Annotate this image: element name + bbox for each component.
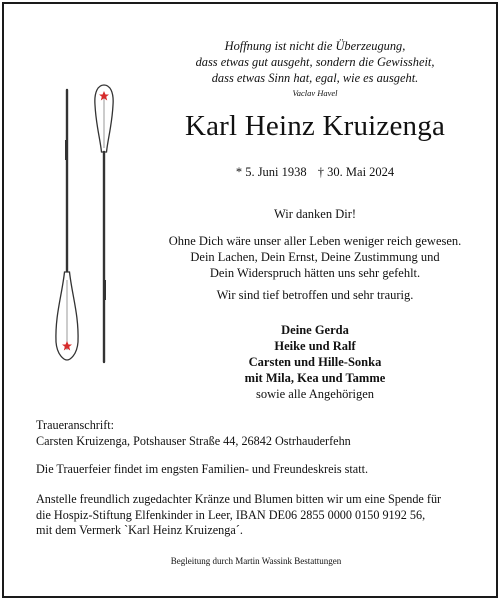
deceased-name: Karl Heinz Kruizenga (184, 110, 446, 142)
birth-date: * 5. Juni 1938 (235, 165, 307, 179)
ceremony-note: Die Trauerfeier findet im engsten Familien- und Freundeskreis statt. (36, 462, 369, 476)
oar-icon (56, 90, 78, 360)
address-line: Carsten Kruizenga, Potshauser Straße 44, 26842 Ostrhauderfehn (36, 433, 351, 448)
family-line: mit Mila, Kea und Tamme (244, 371, 386, 385)
tribute-text (140, 233, 490, 281)
thanks-line: Wir danken Dir! (273, 207, 357, 221)
donation-line: mit dem Vermerk `Karl Heinz Kruizenga´. (36, 523, 243, 537)
family-line: Heike und Ralf (274, 339, 356, 353)
family-others: sowie alle Angehörigen (255, 387, 375, 401)
quote-line: dass etwas gut ausgeht, sondern die Gewissheit, (195, 55, 435, 69)
tribute-line: Dein Widerspruch hätten uns sehr gefehlt. (209, 266, 421, 280)
life-dates (140, 165, 490, 180)
donation-line: Anstelle freundlich zugedachter Kränze und Blumen bitten wir um eine Spende für (36, 492, 442, 506)
address-label: Traueranschrift: (36, 418, 115, 432)
tribute-line: Ohne Dich wäre unser aller Leben weniger reich gewesen. (168, 234, 462, 248)
family-line: Carsten und Hille-Sonka (248, 355, 382, 369)
mourning-address (36, 418, 476, 449)
family-signatures (140, 322, 490, 402)
quote (140, 38, 490, 86)
quote-line: Hoffnung ist nicht die Überzeugung, (224, 39, 406, 53)
donation-line: die Hospiz-Stiftung Elfenkinder in Leer, IBAN DE06 2855 0000 0150 9192 56, (36, 507, 426, 522)
tribute-line: Dein Lachen, Dein Ernst, Deine Zustimmung und (190, 250, 440, 264)
donation-request (36, 492, 476, 539)
oar-icon (95, 85, 113, 362)
oars-illustration (40, 80, 120, 370)
death-date: † 30. Mai 2024 (317, 165, 395, 179)
quote-line: dass etwas Sinn hat, egal, wie es ausgeht. (211, 71, 419, 85)
quote-author: Vaclav Havel (292, 88, 338, 98)
sadness-line: Wir sind tief betroffen und sehr traurig. (216, 288, 414, 302)
family-line: Deine Gerda (281, 323, 349, 337)
undertaker-credit: Begleitung durch Martin Wassink Bestattungen (170, 556, 342, 566)
